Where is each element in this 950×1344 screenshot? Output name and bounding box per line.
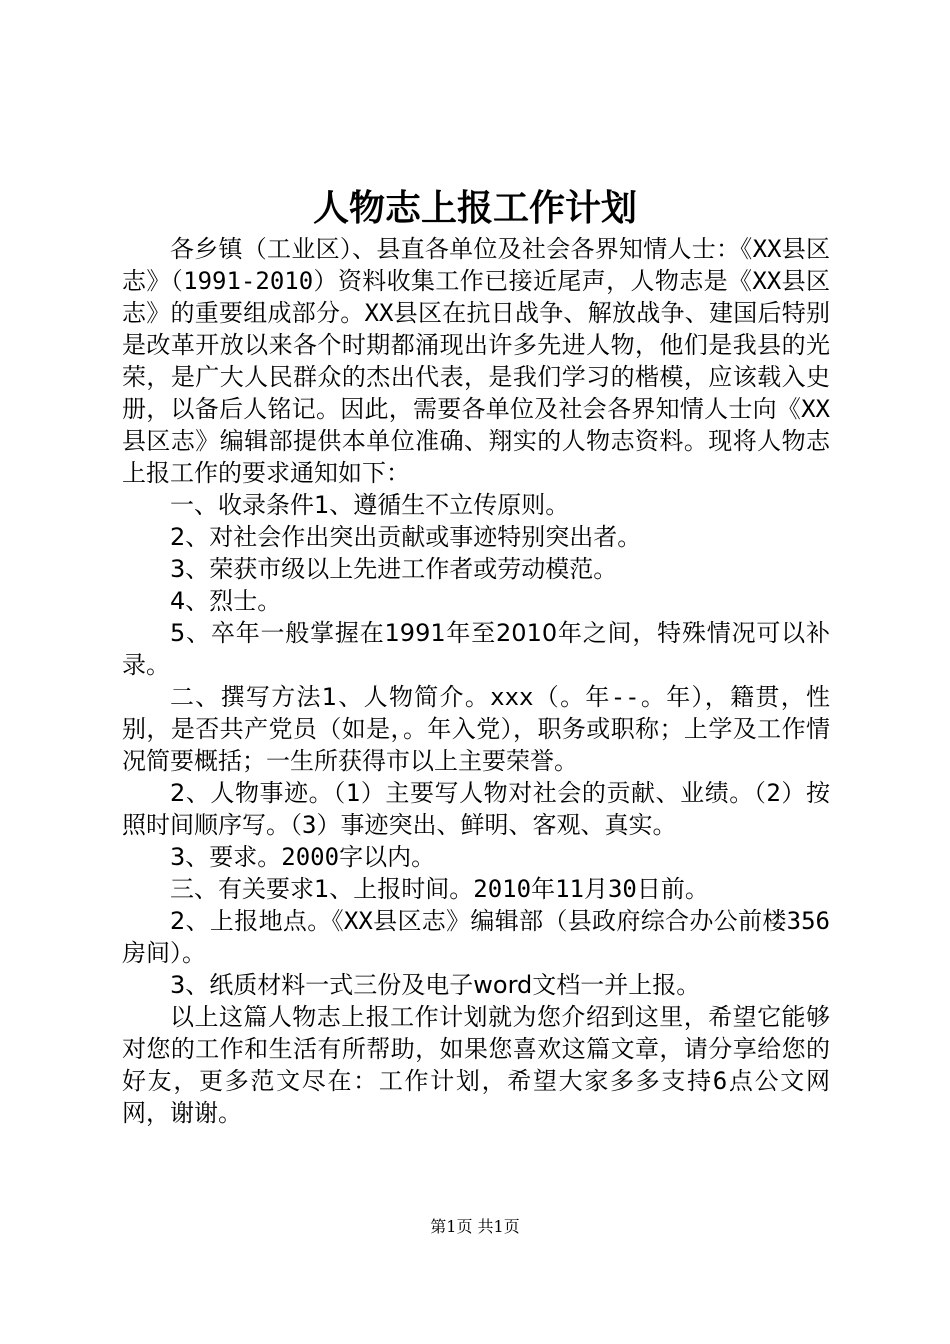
section-2-item-1: [122, 681, 830, 777]
section-1-line-5: 5、卒年一般掌握在1991年至2010年之间，特殊情况可以补录。: [122, 619, 830, 679]
section-1-line-2: 2、对社会作出突出贡献或事迹特别突出者。: [170, 523, 642, 551]
section-3-item-2: [122, 905, 830, 969]
section-3-item-2-text: 《XX县区志》编辑部（县政府综合办公前楼356房间）。: [122, 907, 830, 967]
document-title: 人物志上报工作计划: [312, 187, 637, 229]
section-2-item-1-heading: 二、撰写方法1、人物简介。: [170, 683, 491, 711]
section-2-item-3-heading: 3、要求。: [170, 843, 282, 871]
section-2-item-2-text: （1）主要写人物对社会的贡献、业绩。（2）按照时间顺序写。（3）事迹突出、鲜明、客观、真实。: [122, 779, 830, 839]
section-2-item-2-heading: 2、人物事迹。: [170, 779, 334, 807]
page-footer: 第1页 共1页: [430, 1217, 520, 1236]
section-1-line-1: 一、收录条件1、遵循生不立传原则。: [170, 491, 570, 519]
document-body: [122, 233, 830, 1129]
section-2-item-1-text: xxx（。年--。年），籍贯，性别，是否共产党员（如是，。年入党），职务或职称；上学及工作情况简要概括；一生所获得市以上主要荣誉。: [122, 683, 830, 775]
section-2-item-3: [122, 841, 830, 873]
intro-paragraph: 各乡镇（工业区）、县直各单位及社会各界知情人士：《XX县区志》（1991-2010）资料收集工作已接近尾声，人物志是《XX县区志》的重要组成部分。XX县区在抗日战争、解放战争、建国后特别是改革开放以来各个时期都涌现出许多先进人物，他们是我县的光荣，是广大人民群众的杰出代表，是我们学习的楷模，应该载入史册，以备后人铭记。因此，需要各单位及社会各界知情人士向《XX县区志》编辑部提供本单位准确、翔实的人物志资料。现将人物志上报工作的要求通知如下：: [122, 235, 830, 487]
section-3-item-1-text: 2010年11月30日前。: [473, 875, 709, 903]
section-3-item-3: 3、纸质材料一式三份及电子word文档一并上报。: [170, 971, 701, 999]
section-1-line-4: 4、烈士。: [170, 587, 282, 615]
section-3-item-2-heading: 2、上报地点。: [170, 907, 332, 935]
section-2-item-2: [122, 777, 830, 841]
section-2-item-3-text: 2000字以内。: [281, 843, 436, 871]
section-3-item-1-heading: 三、有关要求1、上报时间。: [170, 875, 474, 903]
section-1-line-3: 3、荣获市级以上先进工作者或劳动模范。: [170, 555, 618, 583]
closing-paragraph: 以上这篇人物志上报工作计划就为您介绍到这里，希望它能够对您的工作和生活有所帮助，如果您喜欢这篇文章，请分享给您的好友，更多范文尽在：工作计划，希望大家多多支持6点公文网网，谢谢。: [122, 1003, 830, 1127]
section-3-item-1: [122, 873, 830, 905]
